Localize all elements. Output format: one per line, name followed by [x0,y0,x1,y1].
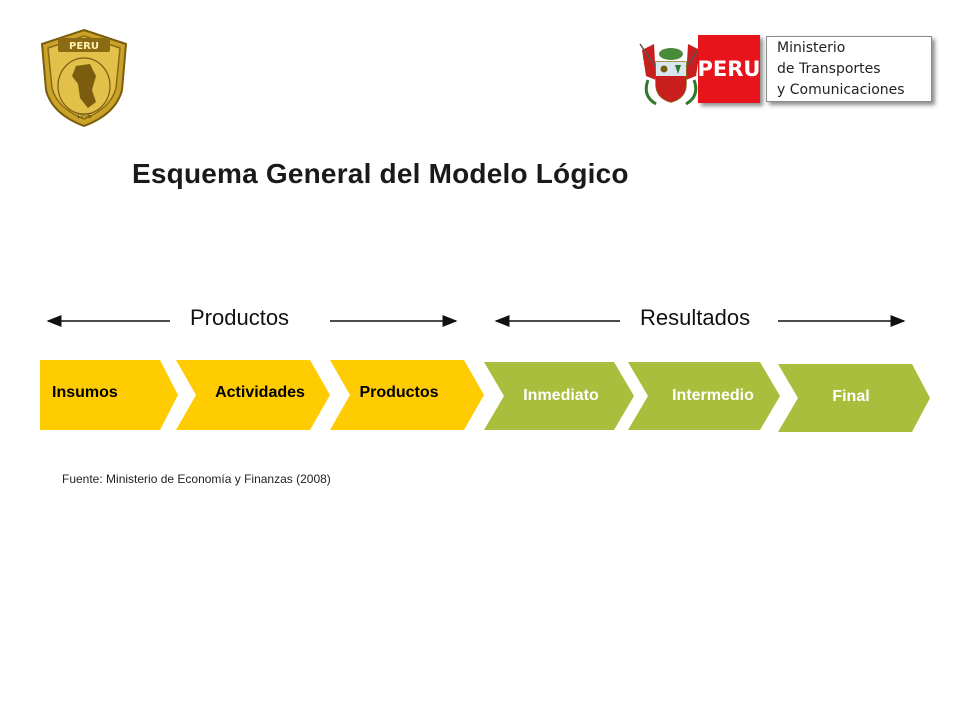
group-label-resultados: Resultados [640,305,751,330]
page-title: Esquema General del Modelo Lógico [132,158,629,189]
source-note: Fuente: Ministerio de Economía y Finanzas (2008) [62,472,331,486]
step-label-final: Final [832,388,870,405]
ministry-line-1: Ministerio [777,40,846,56]
ministry-line-3: y Comunicaciones [777,82,905,98]
step-label-productos: Productos [359,384,439,401]
ministry-line-2: de Transportes [777,61,881,77]
badge-year: 1996 [76,113,92,120]
group-label-productos: Productos [190,305,290,330]
peru-label: PERU [697,57,761,81]
step-label-insumos: Insumos [52,384,118,401]
step-label-inmediato: Inmediato [523,387,599,404]
step-label-actividades: Actividades [215,384,305,401]
badge-peru-text: PERU [69,41,99,52]
step-label-intermedio: Intermedio [672,387,754,404]
